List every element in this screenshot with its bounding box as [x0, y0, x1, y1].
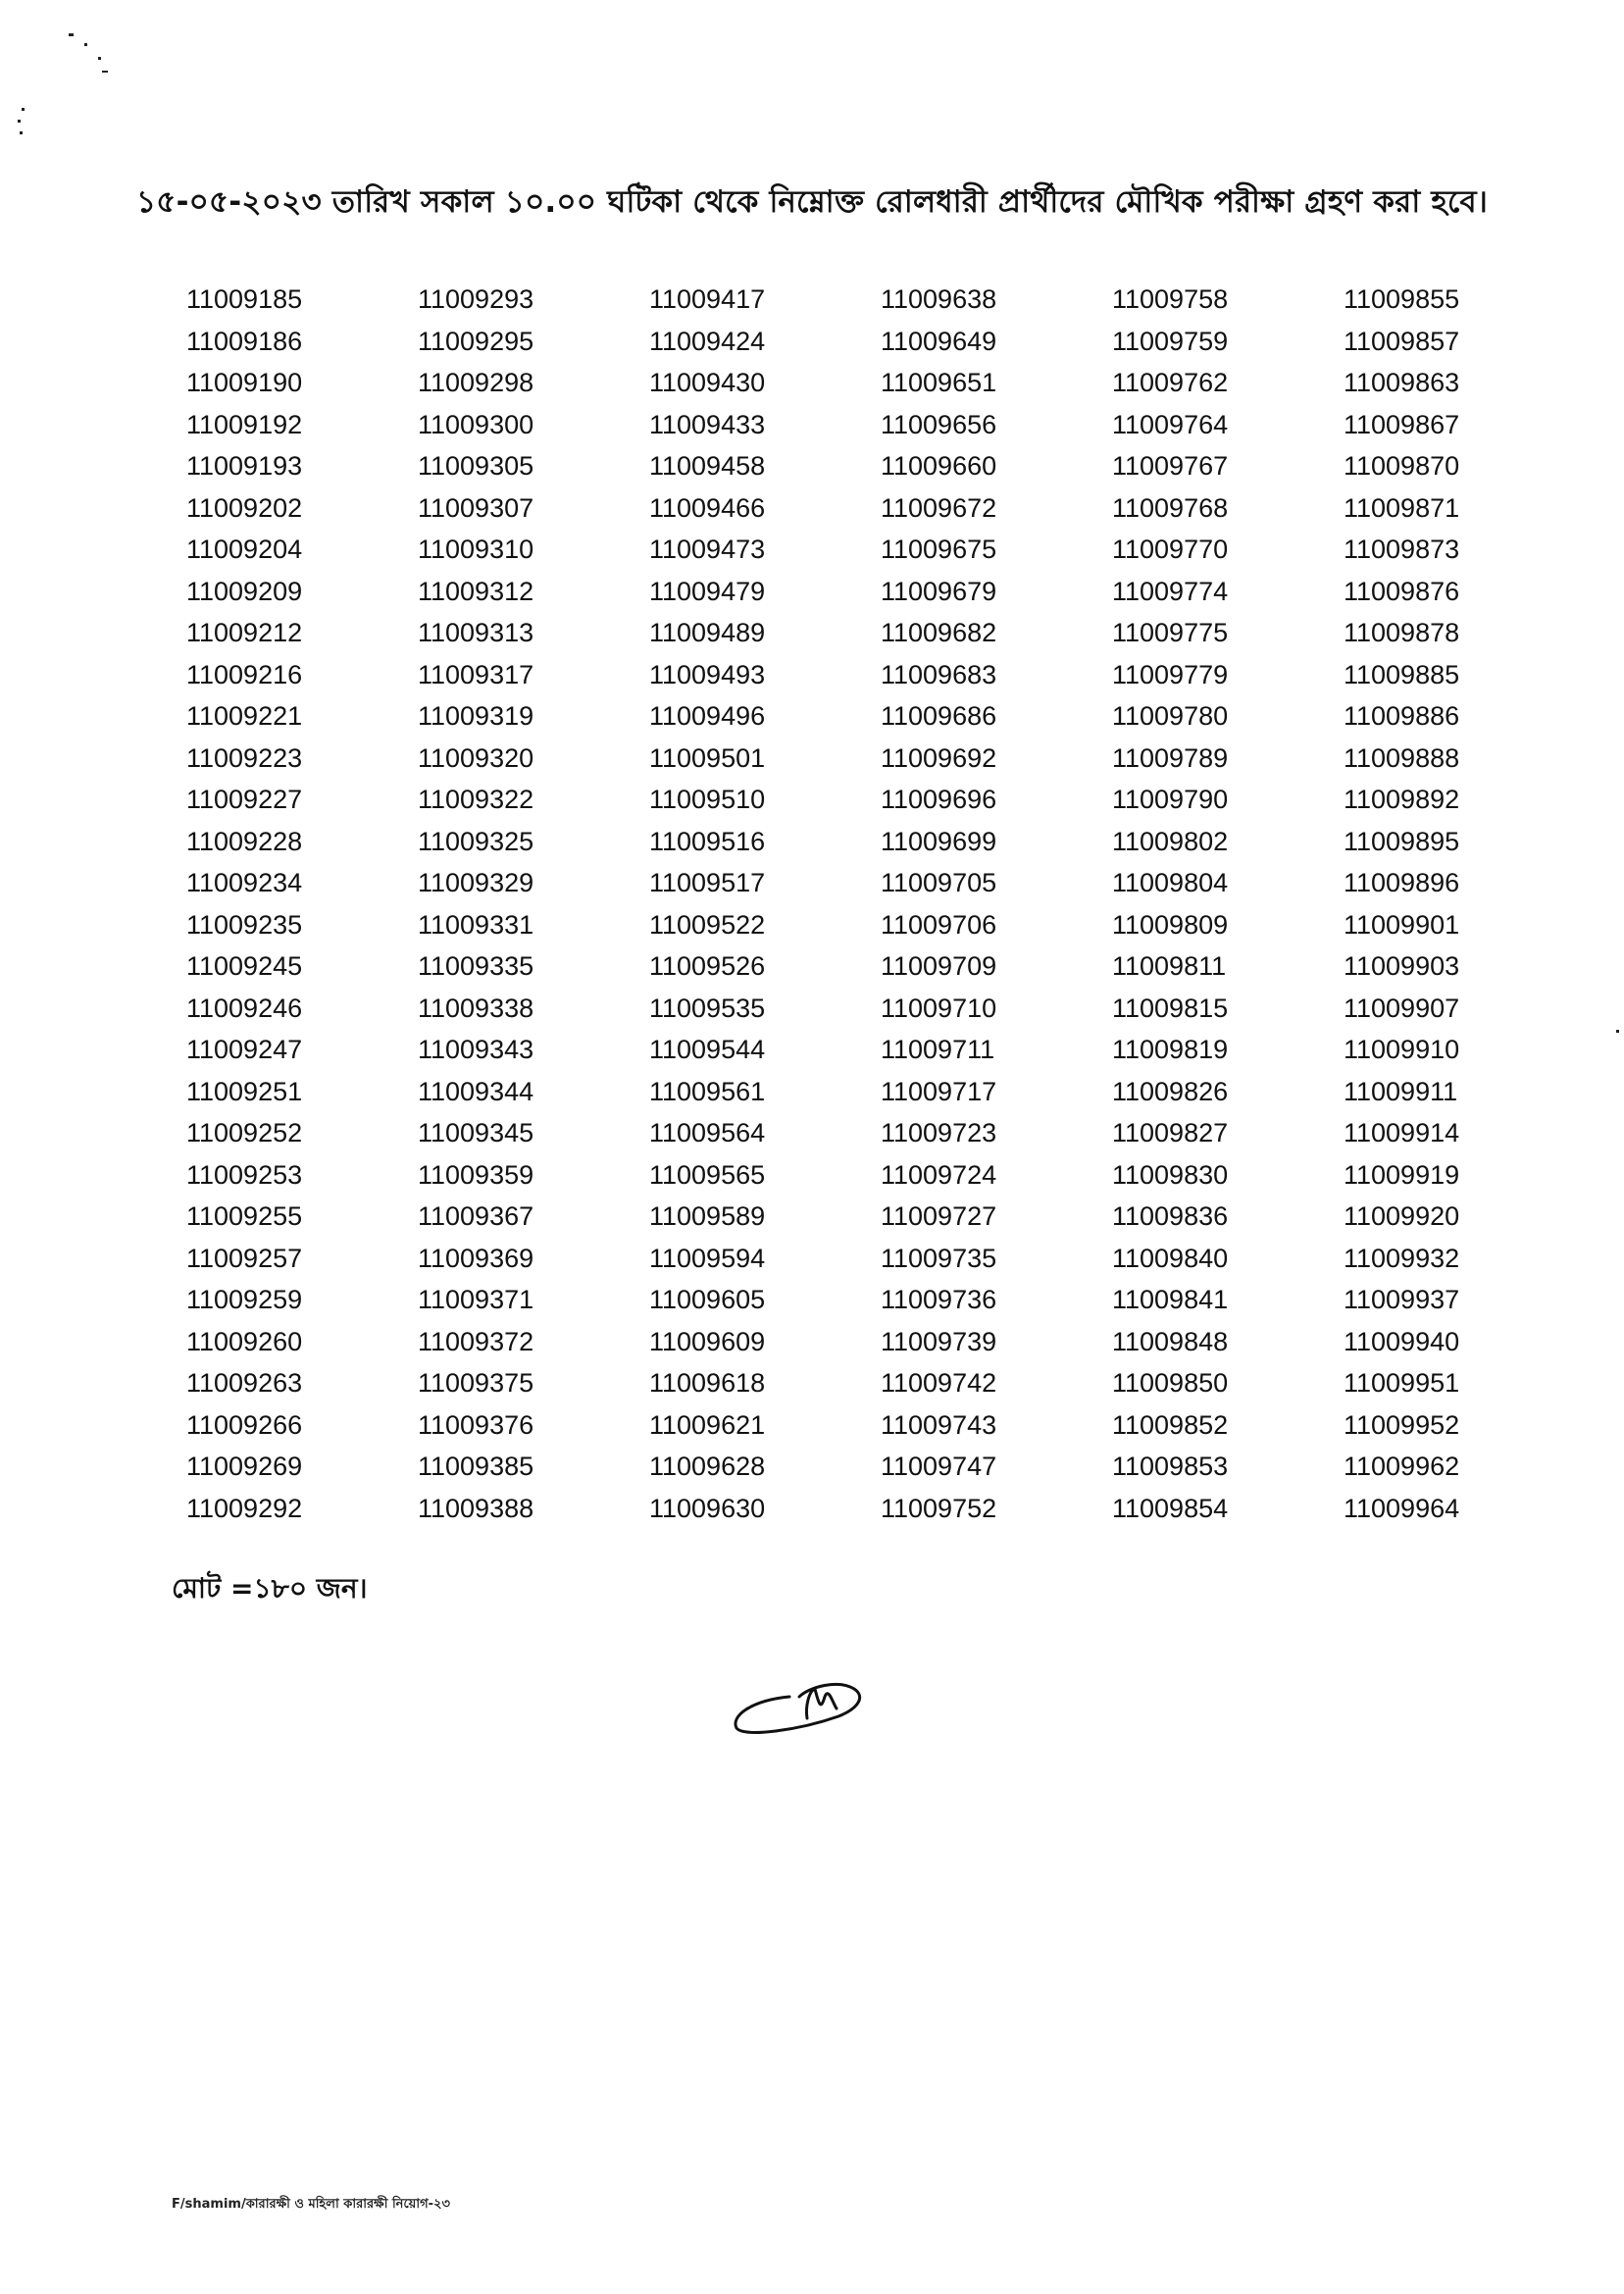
roll-number: 11009952 — [1344, 1409, 1460, 1440]
roll-number: 11009711 — [881, 1035, 995, 1064]
roll-number: 11009260 — [186, 1326, 303, 1356]
roll-number: 11009424 — [649, 326, 766, 356]
roll-number: 11009359 — [418, 1159, 534, 1190]
roll-number: 11009319 — [418, 701, 534, 731]
roll-number: 11009234 — [186, 868, 303, 897]
roll-number: 11009762 — [1112, 368, 1229, 397]
roll-number: 11009257 — [186, 1243, 303, 1273]
roll-number: 11009735 — [881, 1243, 997, 1273]
roll-number: 11009840 — [1112, 1243, 1229, 1273]
roll-number: 11009848 — [1112, 1326, 1229, 1356]
roll-number: 11009186 — [186, 326, 303, 356]
roll-number: 11009246 — [186, 993, 303, 1023]
roll-number: 11009940 — [1344, 1326, 1460, 1356]
roll-number: 11009850 — [1112, 1368, 1229, 1398]
roll-number: 11009768 — [1112, 492, 1229, 523]
scan-speck — [84, 43, 87, 46]
roll-number: 11009651 — [881, 368, 997, 397]
roll-number: 11009466 — [649, 492, 766, 523]
roll-number: 11009919 — [1344, 1159, 1460, 1190]
roll-number: 11009185 — [186, 284, 303, 314]
roll-number: 11009710 — [881, 993, 997, 1023]
roll-number: 11009628 — [649, 1452, 766, 1481]
roll-number: 11009638 — [881, 284, 997, 314]
roll-number: 11009228 — [186, 826, 303, 856]
roll-number: 11009686 — [881, 701, 997, 731]
roll-number: 11009723 — [881, 1118, 997, 1147]
roll-number: 11009876 — [1344, 576, 1460, 606]
roll-number: 11009458 — [649, 451, 766, 481]
roll-number: 11009343 — [418, 1035, 534, 1064]
roll-number: 11009312 — [418, 576, 534, 606]
roll-number: 11009589 — [649, 1201, 766, 1231]
roll-number: 11009266 — [186, 1409, 303, 1440]
roll-number: 11009867 — [1344, 409, 1460, 439]
notice-heading: ১৫-০৫-২০২৩ তারিখ সকাল ১০.০০ ঘটিকা থেকে নিম্নোক্ত রোলধারী প্রার্থীদের মৌখিক পরীক্ষা গ্রহণ করা হবে। — [135, 184, 1489, 220]
roll-number: 11009920 — [1344, 1201, 1460, 1231]
roll-number: 11009764 — [1112, 409, 1229, 439]
roll-number: 11009473 — [649, 535, 766, 564]
roll-number: 11009385 — [418, 1452, 534, 1481]
roll-number: 11009307 — [418, 492, 534, 523]
roll-number: 11009371 — [418, 1285, 534, 1314]
roll-number: 11009780 — [1112, 701, 1229, 731]
roll-number: 11009345 — [418, 1118, 534, 1147]
roll-number: 11009344 — [418, 1076, 534, 1106]
roll-number: 11009826 — [1112, 1076, 1229, 1106]
roll-number: 11009910 — [1344, 1035, 1460, 1064]
roll-number: 11009252 — [186, 1118, 303, 1147]
roll-number: 11009535 — [649, 993, 766, 1023]
roll-number: 11009683 — [881, 659, 997, 689]
signature — [731, 1667, 868, 1746]
roll-number: 11009331 — [418, 909, 534, 940]
roll-number: 11009235 — [186, 909, 303, 940]
scan-speck — [22, 108, 25, 111]
roll-number: 11009192 — [186, 409, 303, 439]
roll-number: 11009836 — [1112, 1201, 1229, 1231]
roll-number: 11009675 — [881, 535, 997, 564]
roll-number: 11009774 — [1112, 576, 1229, 606]
roll-number: 11009705 — [881, 868, 997, 897]
roll-number: 11009699 — [881, 826, 997, 856]
roll-number: 11009322 — [418, 785, 534, 814]
roll-number: 11009298 — [418, 368, 534, 397]
roll-number: 11009496 — [649, 701, 766, 731]
roll-number: 11009759 — [1112, 326, 1229, 356]
roll-number: 11009770 — [1112, 535, 1229, 564]
roll-number: 11009747 — [881, 1452, 997, 1481]
roll-number: 11009564 — [649, 1118, 766, 1147]
roll-number: 11009317 — [418, 659, 534, 689]
roll-number: 11009417 — [649, 284, 766, 314]
roll-number: 11009901 — [1344, 909, 1460, 940]
scan-speck — [69, 33, 74, 36]
roll-number: 11009202 — [186, 492, 303, 523]
roll-number: 11009743 — [881, 1409, 997, 1440]
roll-number: 11009630 — [649, 1493, 766, 1523]
roll-number: 11009758 — [1112, 284, 1229, 314]
roll-number: 11009873 — [1344, 535, 1460, 564]
roll-number: 11009227 — [186, 785, 303, 814]
roll-number: 11009775 — [1112, 618, 1229, 647]
roll-number: 11009779 — [1112, 659, 1229, 689]
roll-number: 11009310 — [418, 535, 534, 564]
roll-number: 11009656 — [881, 409, 997, 439]
roll-number: 11009517 — [649, 868, 766, 897]
roll-number: 11009717 — [881, 1076, 997, 1106]
roll-number: 11009790 — [1112, 785, 1229, 814]
roll-number: 11009863 — [1344, 368, 1460, 397]
roll-number: 11009561 — [649, 1076, 766, 1106]
roll-number-table — [186, 279, 1500, 1529]
scan-speck — [1616, 1030, 1619, 1033]
roll-number: 11009526 — [649, 951, 766, 981]
roll-number: 11009223 — [186, 742, 303, 773]
roll-number: 11009245 — [186, 951, 303, 981]
roll-number: 11009752 — [881, 1493, 997, 1523]
roll-number: 11009907 — [1344, 993, 1460, 1023]
roll-number: 11009892 — [1344, 785, 1460, 814]
roll-number: 11009212 — [186, 618, 303, 647]
roll-number: 11009802 — [1112, 826, 1229, 856]
roll-number: 11009325 — [418, 826, 534, 856]
roll-number: 11009329 — [418, 868, 534, 897]
roll-number: 11009433 — [649, 409, 766, 439]
roll-number: 11009649 — [881, 326, 997, 356]
roll-number: 11009739 — [881, 1326, 997, 1356]
roll-number: 11009544 — [649, 1035, 766, 1064]
roll-number: 11009830 — [1112, 1159, 1229, 1190]
roll-number: 11009209 — [186, 576, 303, 606]
roll-number: 11009516 — [649, 826, 766, 856]
roll-number: 11009911 — [1344, 1076, 1458, 1106]
roll-number: 11009841 — [1112, 1285, 1229, 1314]
roll-number: 11009522 — [649, 909, 766, 940]
roll-number: 11009388 — [418, 1493, 534, 1523]
footer-file-path: F/shamim/কারারক্ষী ও মহিলা কারারক্ষী নিয়োগ-২৩ — [172, 2197, 450, 2212]
roll-number: 11009789 — [1112, 742, 1229, 773]
roll-number: 11009692 — [881, 742, 997, 773]
roll-number: 11009852 — [1112, 1409, 1229, 1440]
scan-speck — [18, 120, 21, 123]
roll-number: 11009259 — [186, 1285, 303, 1314]
roll-number: 11009493 — [649, 659, 766, 689]
roll-number: 11009221 — [186, 701, 303, 731]
roll-number: 11009895 — [1344, 826, 1460, 856]
roll-number: 11009501 — [649, 742, 766, 773]
roll-number: 11009871 — [1344, 492, 1460, 523]
roll-number: 11009870 — [1344, 451, 1460, 481]
roll-number: 11009605 — [649, 1285, 766, 1314]
roll-number: 11009594 — [649, 1243, 766, 1273]
roll-number: 11009335 — [418, 951, 534, 981]
roll-number: 11009896 — [1344, 868, 1460, 897]
roll-number: 11009767 — [1112, 451, 1229, 481]
roll-number: 11009263 — [186, 1368, 303, 1398]
roll-number: 11009857 — [1344, 326, 1460, 356]
roll-number: 11009709 — [881, 951, 997, 981]
roll-number: 11009618 — [649, 1368, 766, 1398]
roll-number: 11009855 — [1344, 284, 1460, 314]
roll-number: 11009295 — [418, 326, 534, 356]
roll-number: 11009696 — [881, 785, 997, 814]
roll-number: 11009727 — [881, 1201, 997, 1231]
roll-number: 11009672 — [881, 492, 997, 523]
roll-number: 11009679 — [881, 576, 997, 606]
roll-number: 11009932 — [1344, 1243, 1460, 1273]
roll-number: 11009369 — [418, 1243, 534, 1273]
scan-speck — [102, 71, 108, 73]
roll-number: 11009885 — [1344, 659, 1460, 689]
total-count: মোট =১৮০ জন। — [172, 1572, 368, 1605]
roll-number: 11009621 — [649, 1409, 766, 1440]
roll-number: 11009854 — [1112, 1493, 1229, 1523]
roll-number: 11009190 — [186, 368, 303, 397]
roll-number: 11009742 — [881, 1368, 997, 1398]
roll-number: 11009367 — [418, 1201, 534, 1231]
roll-number: 11009888 — [1344, 742, 1460, 773]
roll-number: 11009886 — [1344, 701, 1460, 731]
roll-number: 11009609 — [649, 1326, 766, 1356]
roll-number: 11009251 — [186, 1076, 303, 1106]
roll-number: 11009479 — [649, 576, 766, 606]
roll-number: 11009292 — [186, 1493, 303, 1523]
roll-number: 11009269 — [186, 1452, 303, 1481]
scan-speck — [98, 57, 101, 60]
roll-number: 11009372 — [418, 1326, 534, 1356]
roll-number: 11009811 — [1112, 951, 1227, 981]
roll-number: 11009204 — [186, 535, 303, 564]
scan-speck — [20, 131, 23, 134]
roll-number: 11009313 — [418, 618, 534, 647]
roll-number: 11009565 — [649, 1159, 766, 1190]
roll-number: 11009253 — [186, 1159, 303, 1190]
roll-number: 11009193 — [186, 451, 303, 481]
roll-number: 11009255 — [186, 1201, 303, 1231]
roll-number: 11009815 — [1112, 993, 1229, 1023]
roll-number: 11009660 — [881, 451, 997, 481]
roll-number: 11009510 — [649, 785, 766, 814]
roll-number: 11009962 — [1344, 1452, 1460, 1481]
roll-number: 11009300 — [418, 409, 534, 439]
roll-number: 11009216 — [186, 659, 303, 689]
roll-number: 11009706 — [881, 909, 997, 940]
roll-number: 11009305 — [418, 451, 534, 481]
roll-number: 11009247 — [186, 1035, 303, 1064]
roll-number: 11009878 — [1344, 618, 1460, 647]
roll-number: 11009375 — [418, 1368, 534, 1398]
roll-number: 11009338 — [418, 993, 534, 1023]
roll-number: 11009320 — [418, 742, 534, 773]
roll-number: 11009724 — [881, 1159, 997, 1190]
roll-number: 11009804 — [1112, 868, 1229, 897]
roll-number: 11009682 — [881, 618, 997, 647]
roll-number: 11009430 — [649, 368, 766, 397]
roll-number: 11009293 — [418, 284, 534, 314]
roll-number: 11009819 — [1112, 1035, 1229, 1064]
roll-number: 11009937 — [1344, 1285, 1460, 1314]
roll-number: 11009951 — [1344, 1368, 1460, 1398]
roll-number: 11009489 — [649, 618, 766, 647]
roll-number: 11009736 — [881, 1285, 997, 1314]
roll-number: 11009964 — [1344, 1493, 1460, 1523]
roll-number: 11009809 — [1112, 909, 1229, 940]
roll-number: 11009853 — [1112, 1452, 1229, 1481]
roll-number: 11009376 — [418, 1409, 534, 1440]
roll-number: 11009827 — [1112, 1118, 1229, 1147]
roll-number: 11009903 — [1344, 951, 1460, 981]
roll-number: 11009914 — [1344, 1118, 1460, 1147]
